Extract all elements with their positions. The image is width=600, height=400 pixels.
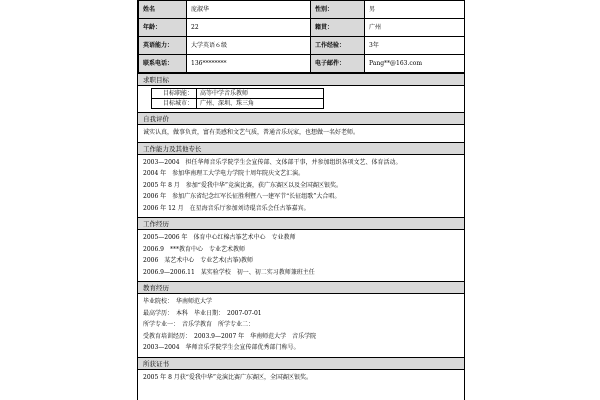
education-section-title: 教育经历 [138,281,464,294]
self-eval-body [138,125,464,142]
gender-label: 性别： [311,1,365,19]
objective-label: 目标城市： [152,99,197,109]
certificates-section-title: 所获证书 [138,357,464,370]
text-line: 2004 年 参加华南理工大学电力学院十周年院庆文艺汇演。 [143,170,305,177]
text-line: 2006 某艺术中心 专业艺术(古筝)教师 [143,257,253,264]
english-value: 大学英语６级 [187,37,311,55]
email-label: 电子邮件： [311,55,365,73]
work-body [138,230,464,281]
phone-label: 联系电话： [139,55,187,73]
skills-section-title: 工作能力及其他专长 [138,142,464,155]
age-value: 22 [187,19,311,37]
name-label: 姓名 [139,1,187,19]
text-line: 2005 年 8 月获“爱我中华”竞演比赛广东赛区，全国赛区银奖。 [143,373,312,381]
text-line: 2006 年 参加广东省纪念红军长征胜利暨八一建军节“长征组歌”大合唱。 [143,193,341,200]
certificates-body [138,370,464,387]
phone-value: 136******** [187,55,311,73]
text-line: 诚实认真，做事负责，富有美感和文艺气质，普通音乐玩家，也想做一名好老师。 [143,129,360,136]
name-value: 庞淑华 [187,1,311,19]
self-eval-section-title: 自我评价 [138,112,464,125]
info-row-english [139,37,465,55]
email-value[interactable]: Pang**@163.com [365,55,465,73]
age-label: 年龄： [139,19,187,37]
origin-label: 籍贯： [311,19,365,37]
text-line: 受教育培训经历： 2003.9—2007 年 华南师范大学 音乐学院 [143,332,317,340]
work-section-title: 工作经历 [138,217,464,230]
text-line: 2006.9—2006.11 某实验学校 初一、初二实习教师兼班主任 [143,268,315,276]
text-line: 最高学历： 本科 毕业日期： 2007-07-01 [143,309,262,317]
objective-value: 广州、深圳、珠三角 [197,99,324,109]
objective-body [138,86,464,112]
resume-sheet [137,0,465,400]
objective-row [152,89,324,99]
objective-label: 目标职能： [152,89,197,99]
text-line: 2003—2004 担任华师音乐学院学生会宣传部、文体部干事，并参加组织各项文艺、体育活动。 [143,158,402,166]
experience-label: 工作经验： [311,37,365,55]
text-line: 2006 年 12 月 在星海音乐厅参加刘诗琨音乐会任古筝嘉宾。 [143,204,310,212]
info-row-age [139,19,465,37]
objective-table [151,88,324,109]
gender-value: 男 [365,1,465,19]
info-row-contact [139,55,465,73]
objective-row [152,99,324,109]
experience-value: 3年 [365,37,465,55]
text-line: 所学专业一： 音乐学教育 所学专业二： [143,321,255,328]
objective-value: 高等中学音乐教师 [197,89,324,99]
text-line: 2006.9 ***教育中心 专业艺术教师 [143,245,245,253]
english-label: 英语能力： [139,37,187,55]
info-row-name [139,1,465,19]
text-line: 2005 年 8 月 参加“爱我中华”竞演比赛，获广东赛区以及全国赛区银奖。 [143,181,342,189]
text-line: 2005—2006 年 体育中心红棉古筝艺术中心 专业教师 [143,234,296,241]
objective-section-title: 求职目标 [138,73,464,86]
education-body [138,294,464,357]
text-line: 毕业院校： 华南师范大学 [143,298,213,305]
text-line: 2003—2004 华师音乐学院学生会宣传部优秀部门称号。 [143,344,300,351]
skills-body [138,155,464,218]
basic-info-table [138,0,465,73]
origin-value: 广州 [365,19,465,37]
